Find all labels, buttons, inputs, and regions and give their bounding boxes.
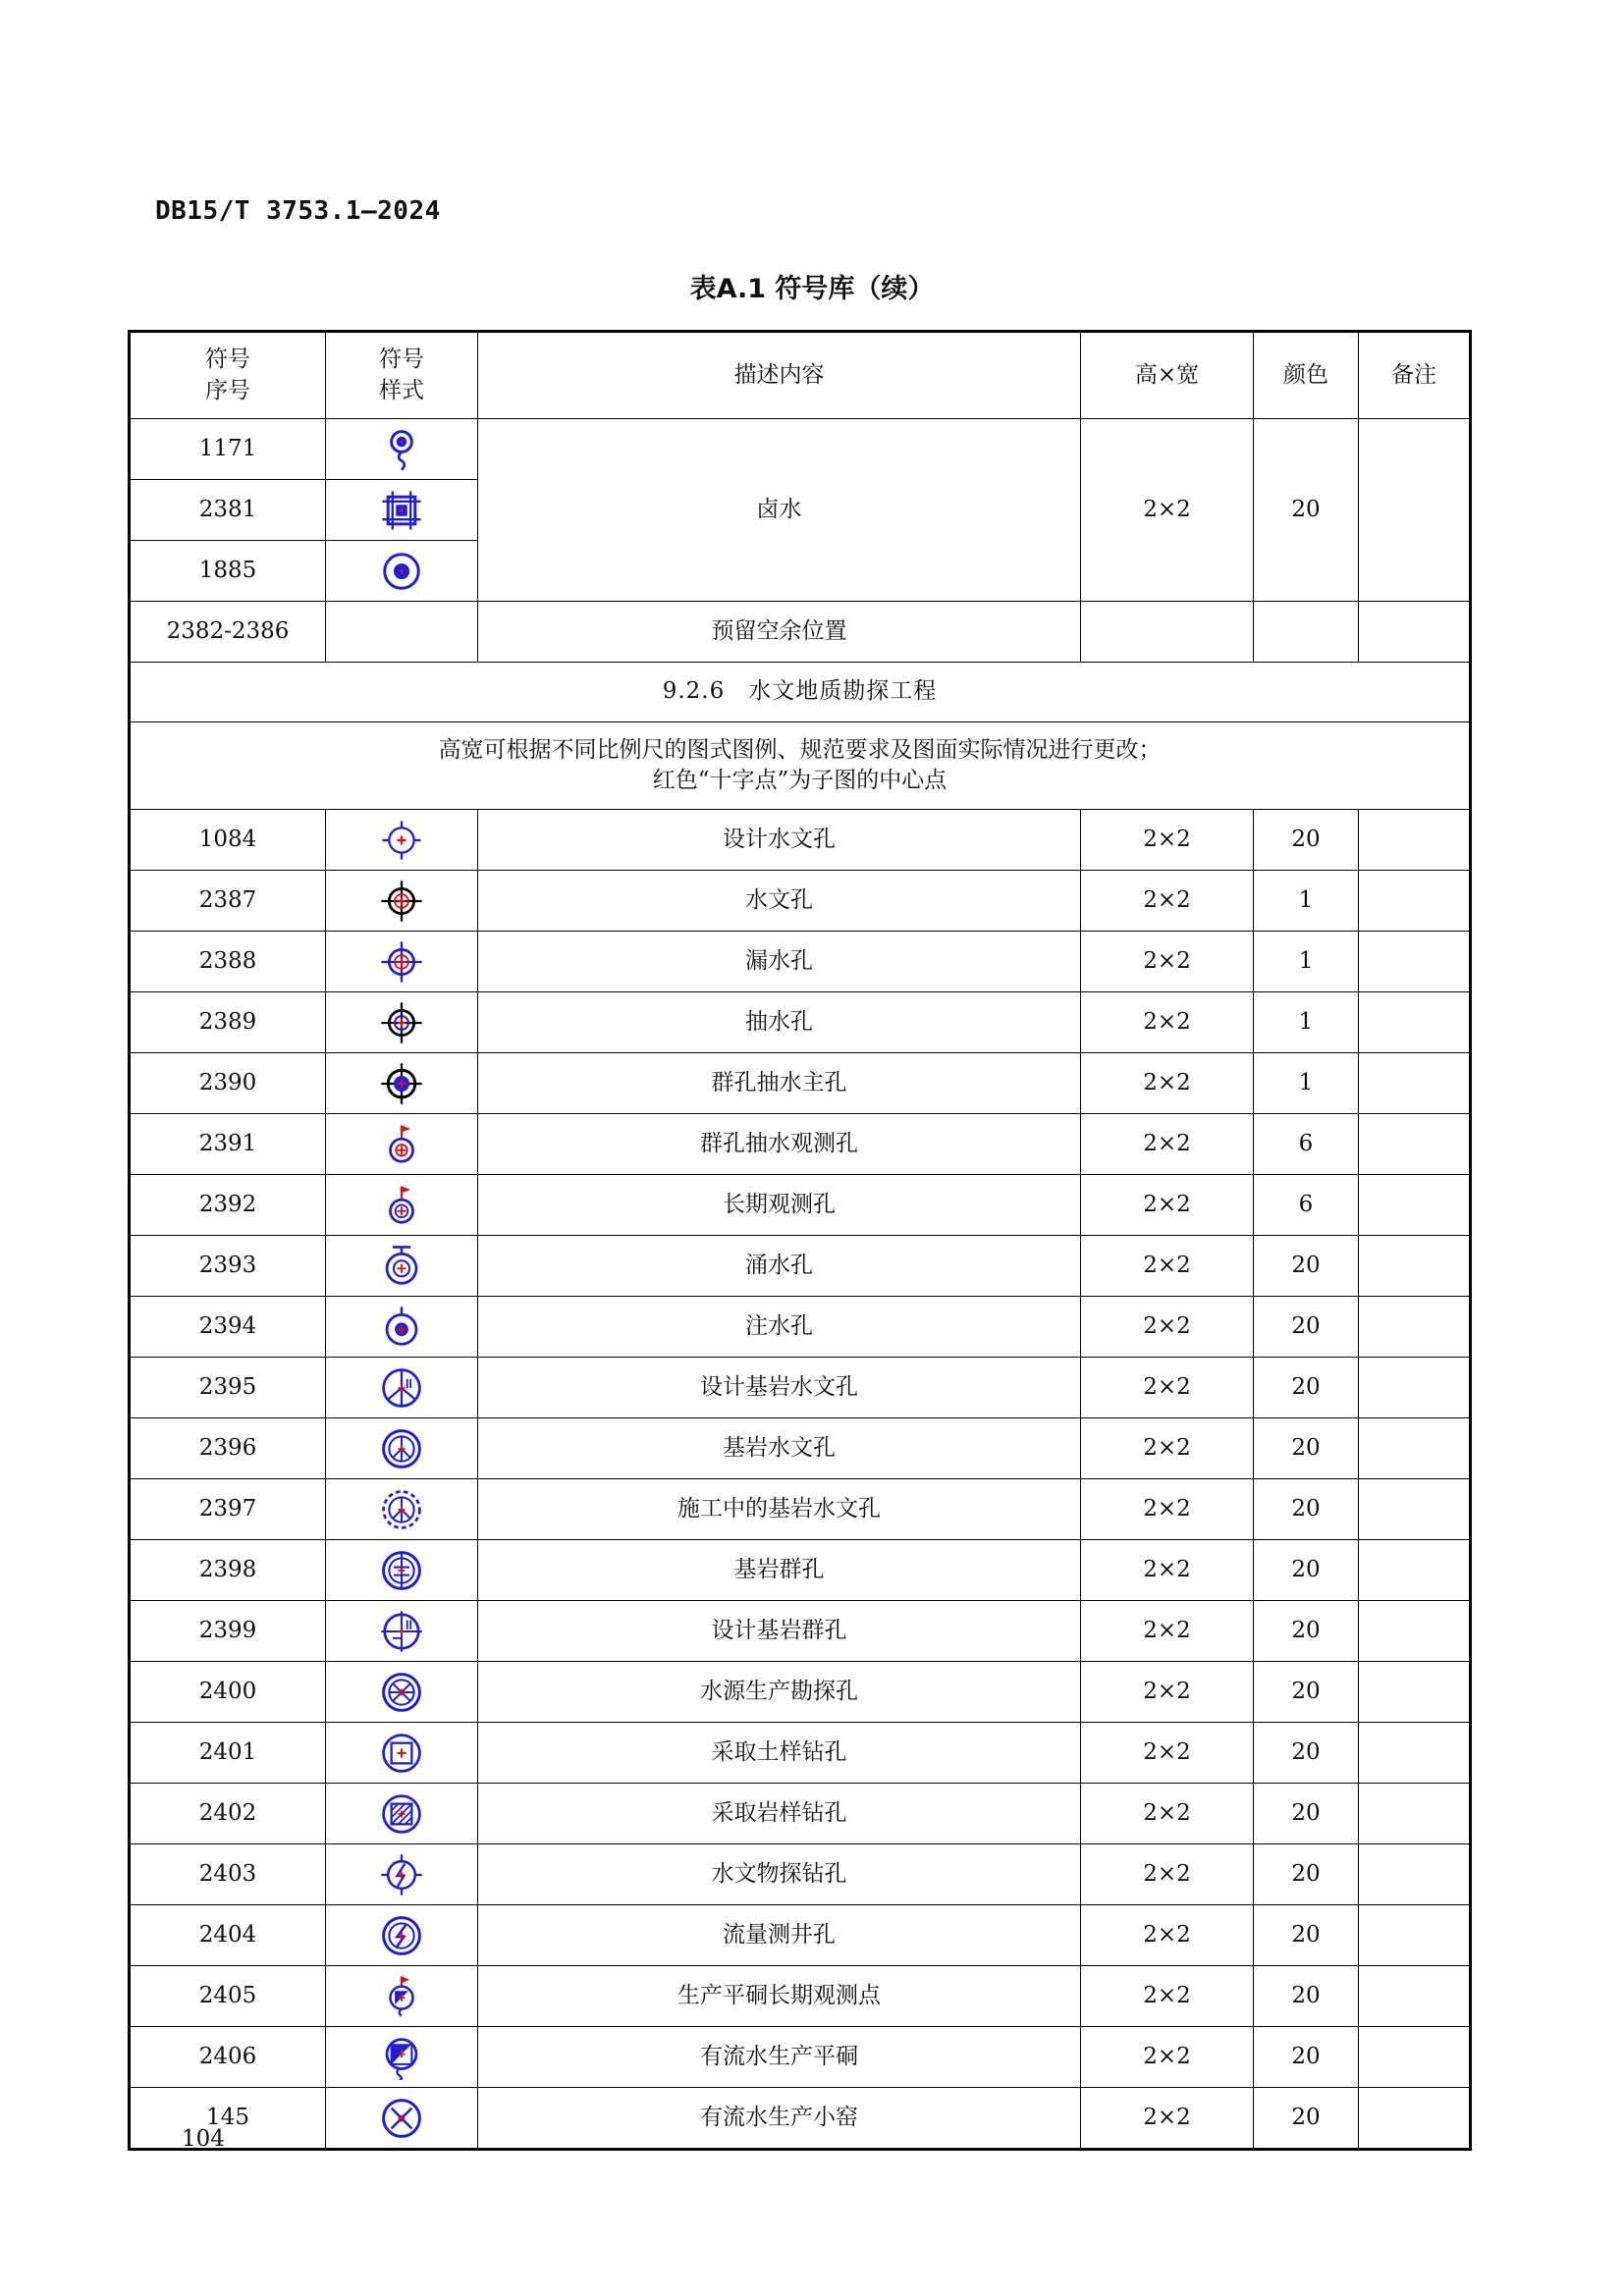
serial-cell: 2405 (130, 1966, 326, 2027)
hydro-geophysical-borehole-icon (379, 1852, 424, 1897)
header-color: 颜色 (1254, 332, 1359, 419)
header-serial: 符号 序号 (130, 332, 326, 419)
table-row (130, 1297, 1471, 1358)
group-pumping-main-hole-icon (379, 1061, 424, 1106)
description-cell: 生产平硐长期观测点 (478, 1966, 1081, 2027)
size-cell: 2×2 (1081, 932, 1254, 992)
color-cell: 6 (1254, 1175, 1359, 1236)
serial-cell: 2395 (130, 1358, 326, 1418)
serial-cell: 2394 (130, 1297, 326, 1358)
description-cell: 群孔抽水主孔 (478, 1053, 1081, 1114)
color-cell: 20 (1254, 2088, 1359, 2150)
description-cell: 施工中的基岩水文孔 (478, 1479, 1081, 1540)
size-cell: 2×2 (1081, 810, 1254, 871)
remarks-cell (1359, 871, 1471, 932)
table-row (130, 932, 1471, 992)
color-cell: 1 (1254, 992, 1359, 1053)
description-cell: 流量测井孔 (478, 1905, 1081, 1966)
size-cell: 2×2 (1081, 1114, 1254, 1175)
description-cell: 长期观测孔 (478, 1175, 1081, 1236)
adit-long-term-observation-point-icon (379, 1974, 424, 2019)
color-cell: 6 (1254, 1114, 1359, 1175)
section-title: 9.2.6 水文地质勘探工程 (130, 663, 1471, 722)
injection-hole-icon (379, 1305, 424, 1350)
table-row (130, 1114, 1471, 1175)
color-cell: 20 (1254, 1662, 1359, 1723)
table-row (130, 1175, 1471, 1236)
description-cell: 采取岩样钻孔 (478, 1784, 1081, 1844)
remarks-cell (1359, 932, 1471, 992)
serial-cell: 2398 (130, 1540, 326, 1601)
color-cell: 20 (1254, 1723, 1359, 1784)
hydro-hole-icon (379, 879, 424, 924)
header-size: 高×宽 (1081, 332, 1254, 419)
header-description: 描述内容 (478, 332, 1081, 419)
serial-cell: 2402 (130, 1784, 326, 1844)
remarks-cell (1359, 1358, 1471, 1418)
description-cell: 漏水孔 (478, 932, 1081, 992)
description-cell: 基岩水文孔 (478, 1418, 1081, 1479)
serial-cell: 2388 (130, 932, 326, 992)
table-row (130, 1358, 1471, 1418)
serial-cell: 1084 (130, 810, 326, 871)
remarks-cell (1359, 1114, 1471, 1175)
color-cell: 20 (1254, 1236, 1359, 1297)
serial-cell: 2404 (130, 1905, 326, 1966)
table-row (130, 1723, 1471, 1784)
table-row (130, 1844, 1471, 1905)
serial-cell: 2390 (130, 1053, 326, 1114)
description-cell: 卤水 (478, 419, 1081, 602)
remarks-cell (1359, 1418, 1471, 1479)
remarks-cell (1359, 1844, 1471, 1905)
color-cell: 20 (1254, 810, 1359, 871)
color-cell: 20 (1254, 1358, 1359, 1418)
description-cell: 有流水生产平硐 (478, 2027, 1081, 2088)
remarks-cell (1359, 1662, 1471, 1723)
table-header-row (130, 332, 1471, 419)
symbol-table (128, 330, 1472, 2151)
color-cell: 1 (1254, 932, 1359, 992)
gushing-hole-icon (379, 1244, 424, 1289)
water-source-production-hole-icon (379, 1670, 424, 1715)
serial-cell: 2396 (130, 1418, 326, 1479)
bedrock-group-hole-icon (379, 1548, 424, 1593)
serial-cell: 2400 (130, 1662, 326, 1723)
table-row (130, 1601, 1471, 1662)
remarks-cell (1359, 1905, 1471, 1966)
size-cell: 2×2 (1081, 1540, 1254, 1601)
table-row (130, 1905, 1471, 1966)
table-row (130, 810, 1471, 871)
serial-cell: 2406 (130, 2027, 326, 2088)
serial-cell: 2389 (130, 992, 326, 1053)
size-cell: 2×2 (1081, 992, 1254, 1053)
size-cell: 2×2 (1081, 1784, 1254, 1844)
color-cell: 20 (1254, 2027, 1359, 2088)
section-note-row (130, 722, 1471, 810)
color-cell: 20 (1254, 419, 1359, 602)
size-cell: 2×2 (1081, 1175, 1254, 1236)
remarks-cell (1359, 1966, 1471, 2027)
serial-cell: 1171 (130, 419, 326, 480)
description-cell: 采取土样钻孔 (478, 1723, 1081, 1784)
remarks-cell (1359, 1723, 1471, 1784)
table-row (130, 1662, 1471, 1723)
table-row (130, 1540, 1471, 1601)
remarks-cell (1359, 810, 1471, 871)
color-cell: 20 (1254, 1784, 1359, 1844)
table-row (130, 1053, 1471, 1114)
size-cell: 2×2 (1081, 1905, 1254, 1966)
size-cell: 2×2 (1081, 1418, 1254, 1479)
description-cell: 基岩群孔 (478, 1540, 1081, 1601)
section-note: 高宽可根据不同比例尺的图式图例、规范要求及图面实际情况进行更改； 红色“十字点”为子图的中心点 (130, 722, 1471, 810)
serial-cell: 2391 (130, 1114, 326, 1175)
standard-id: DB15/T 3753.1—2024 (155, 196, 441, 226)
design-bedrock-group-hole-icon (379, 1609, 424, 1654)
design-hydro-hole-icon (379, 818, 424, 863)
description-cell: 抽水孔 (478, 992, 1081, 1053)
description-cell: 有流水生产小窑 (478, 2088, 1081, 2150)
size-cell: 2×2 (1081, 1297, 1254, 1358)
page-number: 104 (182, 2126, 225, 2152)
section-heading-row (130, 663, 1471, 722)
pumping-hole-icon (379, 1000, 424, 1045)
remarks-cell (1359, 1297, 1471, 1358)
table-title: 表A.1 符号库（续） (689, 274, 935, 304)
remarks-cell (1359, 1479, 1471, 1540)
size-cell: 2×2 (1081, 1236, 1254, 1297)
remarks-cell (1359, 1784, 1471, 1844)
remarks-cell (1359, 2088, 1471, 2150)
size-cell: 2×2 (1081, 2027, 1254, 2088)
brine-square-icon (379, 488, 424, 533)
serial-cell: 2399 (130, 1601, 326, 1662)
color-cell: 20 (1254, 1540, 1359, 1601)
design-bedrock-hydro-hole-icon (379, 1365, 424, 1411)
size-cell: 2×2 (1081, 1601, 1254, 1662)
size-cell: 2×2 (1081, 1662, 1254, 1723)
serial-cell: 2381 (130, 480, 326, 541)
leaking-hole-icon (379, 939, 424, 985)
description-cell: 设计基岩群孔 (478, 1601, 1081, 1662)
remarks-cell (1359, 2027, 1471, 2088)
description-cell: 设计水文孔 (478, 810, 1081, 871)
serial-cell: 145 (130, 2088, 326, 2150)
bedrock-hydro-hole-icon (379, 1426, 424, 1471)
size-cell: 2×2 (1081, 1358, 1254, 1418)
header-remarks: 备注 (1359, 332, 1471, 419)
table-row (130, 1966, 1471, 2027)
table-row (130, 871, 1471, 932)
soil-sample-borehole-icon (379, 1731, 424, 1776)
color-cell: 20 (1254, 1601, 1359, 1662)
serial-cell: 2397 (130, 1479, 326, 1540)
brine-spring-icon (379, 427, 424, 472)
description-cell: 预留空余位置 (478, 602, 1081, 663)
size-cell: 2×2 (1081, 1844, 1254, 1905)
description-cell: 群孔抽水观测孔 (478, 1114, 1081, 1175)
header-style: 符号 样式 (326, 332, 478, 419)
size-cell: 2×2 (1081, 1723, 1254, 1784)
color-cell: 20 (1254, 1479, 1359, 1540)
serial-cell: 2387 (130, 871, 326, 932)
color-cell: 20 (1254, 1297, 1359, 1358)
size-cell: 2×2 (1081, 419, 1254, 602)
size-cell: 2×2 (1081, 1966, 1254, 2027)
reserved-row (130, 602, 1471, 663)
rock-sample-borehole-icon (379, 1791, 424, 1837)
serial-cell: 2392 (130, 1175, 326, 1236)
color-cell: 20 (1254, 1966, 1359, 2027)
size-cell: 2×2 (1081, 2088, 1254, 2150)
remarks-cell (1359, 419, 1471, 602)
group-pumping-observation-hole-icon (379, 1122, 424, 1167)
size-cell: 2×2 (1081, 871, 1254, 932)
description-cell: 设计基岩水文孔 (478, 1358, 1081, 1418)
table-row (130, 1418, 1471, 1479)
serial-cell: 2403 (130, 1844, 326, 1905)
remarks-cell (1359, 1175, 1471, 1236)
table-row (130, 1479, 1471, 1540)
remarks-cell (1359, 1601, 1471, 1662)
remarks-cell (1359, 992, 1471, 1053)
color-cell: 20 (1254, 1844, 1359, 1905)
description-cell: 水源生产勘探孔 (478, 1662, 1081, 1723)
serial-cell: 2393 (130, 1236, 326, 1297)
table-row (130, 1236, 1471, 1297)
serial-cell: 1885 (130, 541, 326, 602)
table-row (130, 419, 1471, 480)
long-term-observation-hole-icon (379, 1183, 424, 1228)
description-cell: 水文孔 (478, 871, 1081, 932)
serial-cell: 2382-2386 (130, 602, 326, 663)
color-cell: 1 (1254, 1053, 1359, 1114)
remarks-cell (1359, 1540, 1471, 1601)
size-cell: 2×2 (1081, 1053, 1254, 1114)
color-cell: 20 (1254, 1905, 1359, 1966)
size-cell: 2×2 (1081, 1479, 1254, 1540)
description-cell: 注水孔 (478, 1297, 1081, 1358)
flowing-water-production-adit-icon (379, 2035, 424, 2080)
color-cell: 20 (1254, 1418, 1359, 1479)
flowing-water-production-pit-icon (379, 2096, 424, 2141)
remarks-cell (1359, 1236, 1471, 1297)
remarks-cell (1359, 1053, 1471, 1114)
color-cell: 1 (1254, 871, 1359, 932)
bedrock-hydro-hole-under-construction-icon (379, 1487, 424, 1532)
table-row (130, 2027, 1471, 2088)
table-row (130, 1784, 1471, 1844)
description-cell: 水文物探钻孔 (478, 1844, 1081, 1905)
brine-circle-icon (379, 549, 424, 594)
table-row (130, 992, 1471, 1053)
description-cell: 涌水孔 (478, 1236, 1081, 1297)
serial-cell: 2401 (130, 1723, 326, 1784)
table-row (130, 2088, 1471, 2150)
flow-measuring-well-icon (379, 1913, 424, 1958)
